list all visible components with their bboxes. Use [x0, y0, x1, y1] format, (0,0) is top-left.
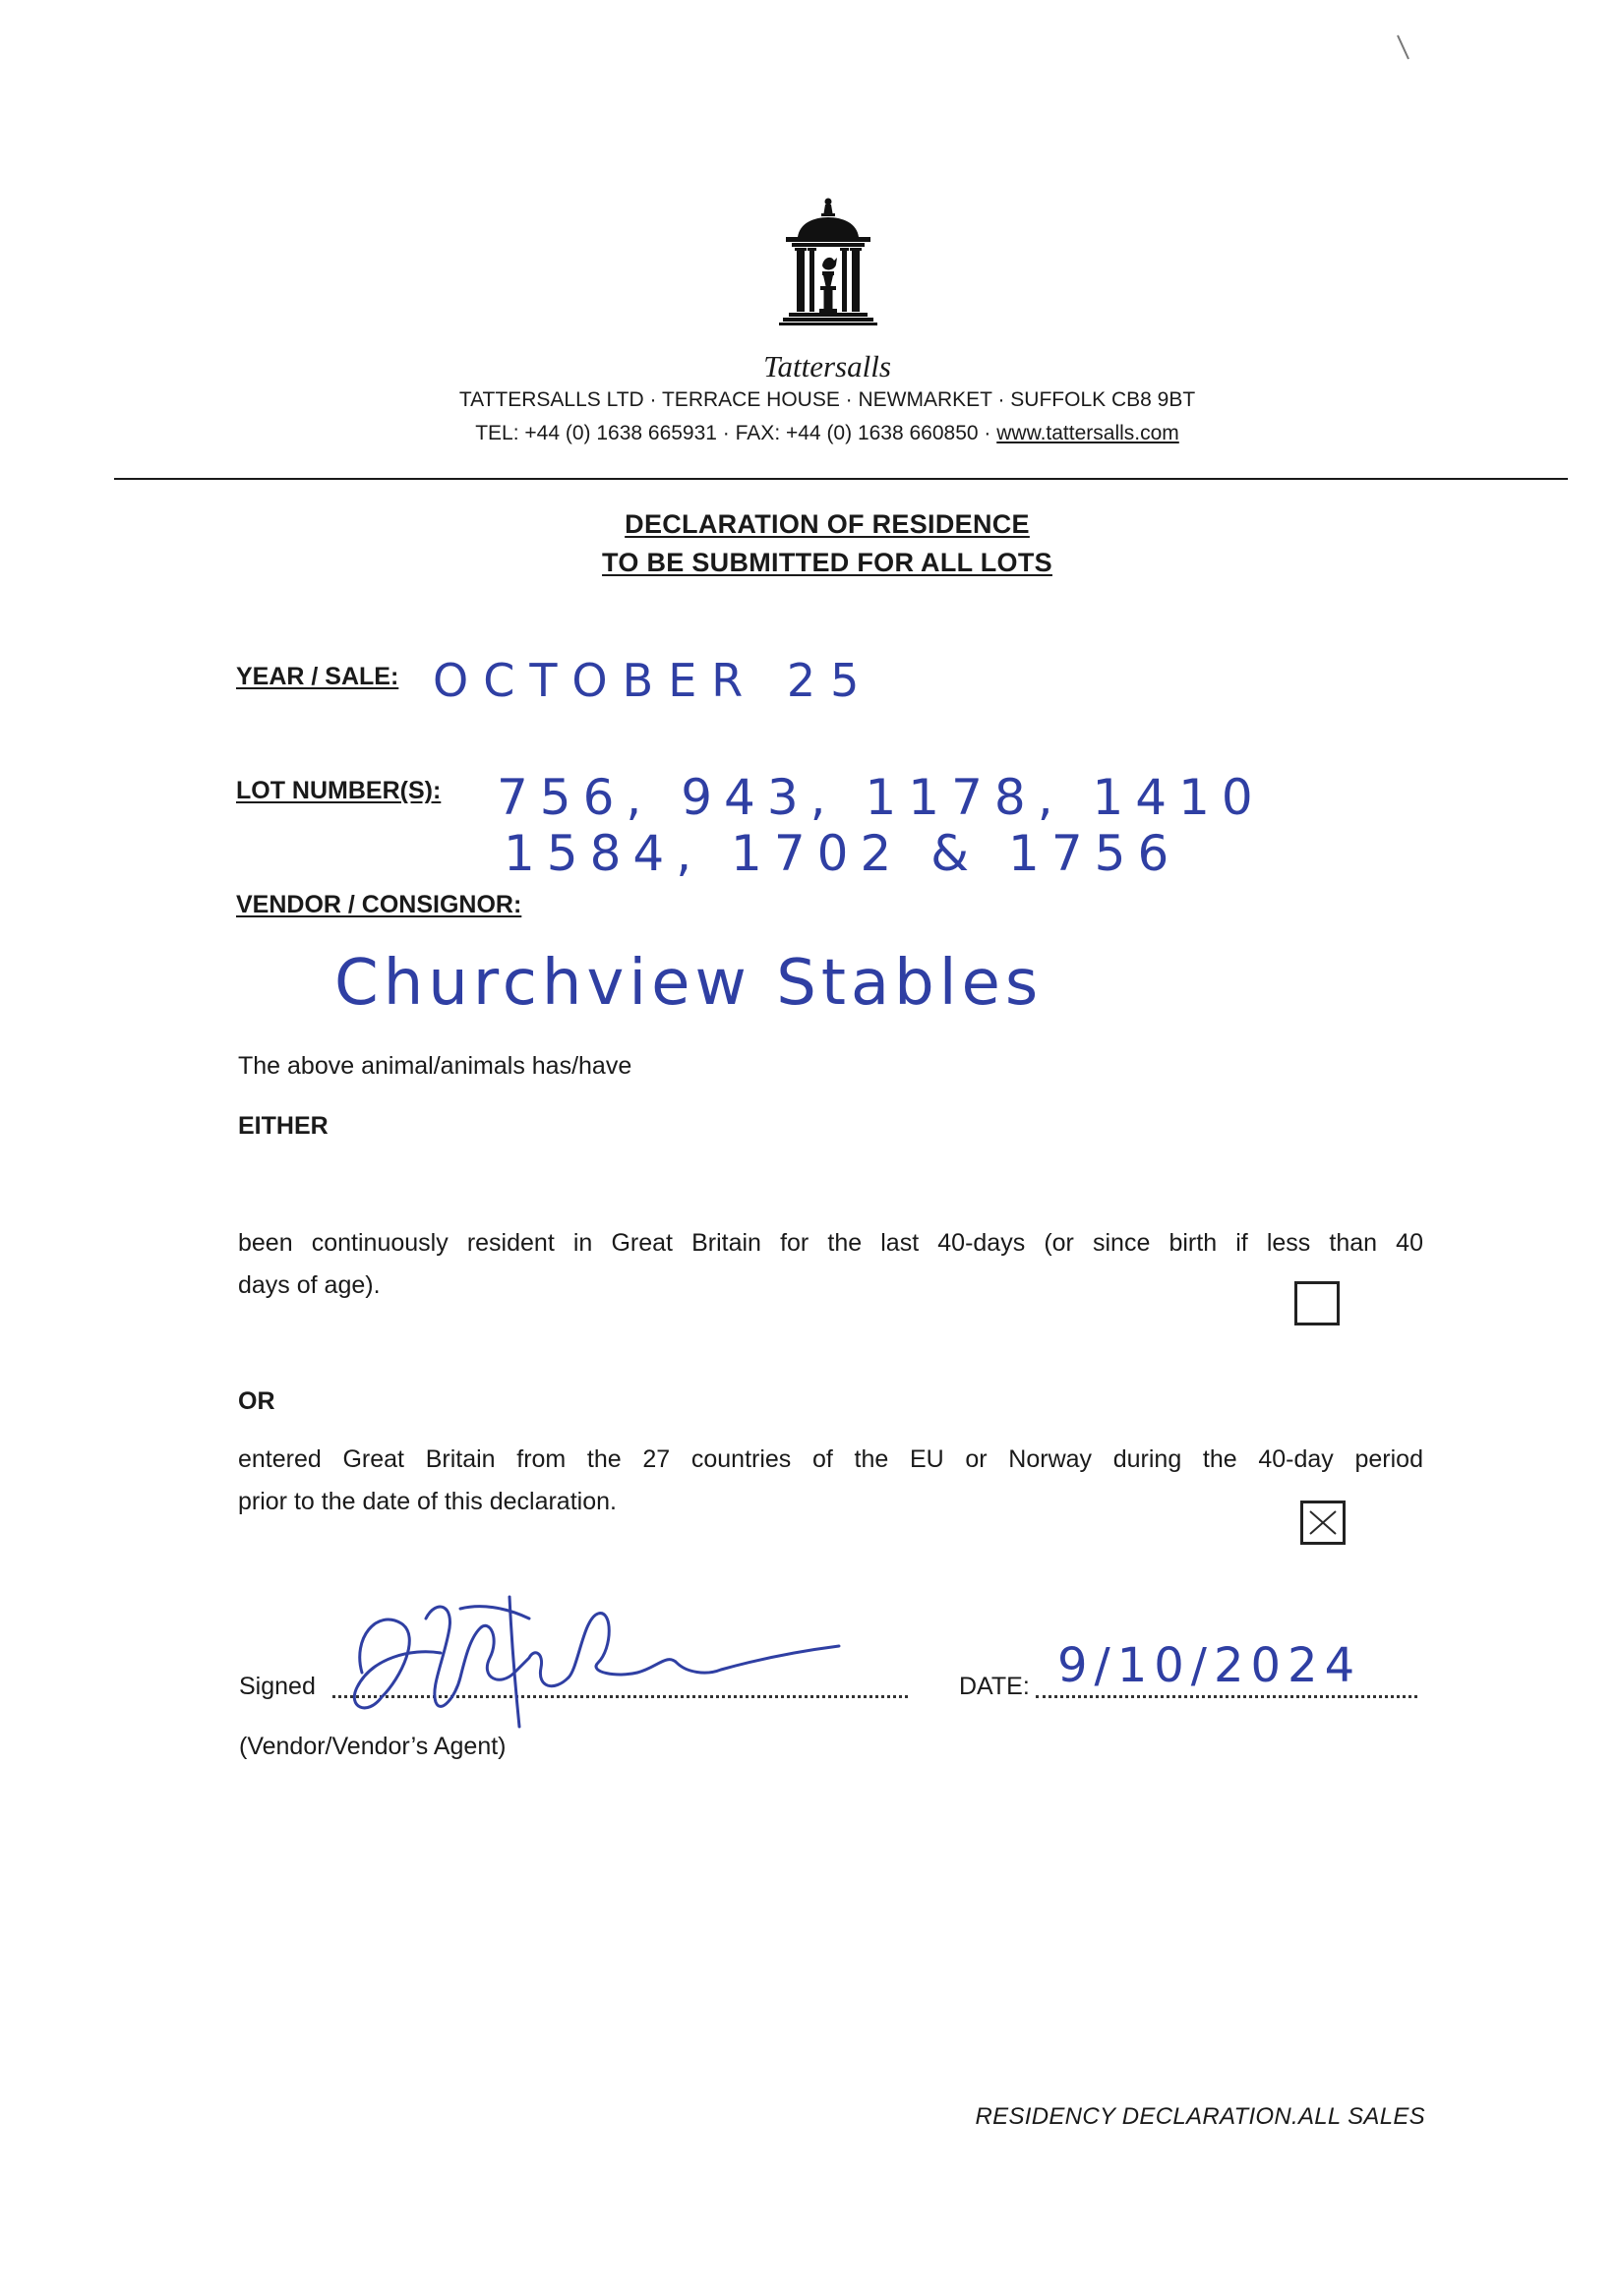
logo-wordmark: Tattersalls — [763, 349, 891, 383]
signed-label: Signed — [239, 1673, 316, 1700]
option-resident-line1: been continuously resident in Great Britain for the last 40-days (or since birth if less than 40 — [238, 1229, 1423, 1257]
intro-text: The above animal/animals has/have — [238, 1052, 632, 1080]
date-value: 9/10/2024 — [1057, 1638, 1362, 1693]
tattersalls-logo — [779, 197, 877, 339]
option-resident-line2: days of age). — [238, 1271, 381, 1299]
scan-mark — [1395, 33, 1414, 63]
lot-numbers-label: LOT NUMBER(S): — [236, 777, 442, 804]
header-divider — [114, 478, 1568, 480]
either-label: EITHER — [238, 1112, 329, 1140]
x-mark-icon — [1303, 1503, 1343, 1542]
signature-scribble — [332, 1579, 844, 1737]
vendor-label: VENDOR / CONSIGNOR: — [236, 891, 522, 918]
or-label: OR — [238, 1387, 275, 1415]
checkbox-resident[interactable] — [1294, 1281, 1340, 1325]
lot-numbers-value-line2: 1584, 1702 & 1756 — [504, 825, 1181, 882]
document-title: DECLARATION OF RESIDENCE — [625, 509, 1030, 539]
checkbox-entered[interactable] — [1300, 1501, 1346, 1545]
contact-line — [434, 420, 1221, 447]
company-address: TATTERSALLS LTD · TERRACE HOUSE · NEWMARKET · SUFFOLK CB8 9BT — [458, 388, 1196, 411]
date-label: DATE: — [959, 1673, 1030, 1700]
year-sale-label: YEAR / SALE: — [236, 663, 399, 690]
contact-details: TEL: +44 (0) 1638 665931 · FAX: +44 (0) 1638 660850 · — [475, 422, 997, 444]
option-entered-line1: entered Great Britain from the 27 countries of the EU or Norway during the 40-day period — [238, 1445, 1423, 1473]
signer-role: (Vendor/Vendor’s Agent) — [239, 1733, 507, 1760]
option-entered-line2: prior to the date of this declaration. — [238, 1488, 617, 1515]
footer-reference: RESIDENCY DECLARATION.ALL SALES — [975, 2103, 1425, 2130]
website-link: www.tattersalls.com — [996, 422, 1179, 444]
document-subtitle: TO BE SUBMITTED FOR ALL LOTS — [602, 548, 1052, 577]
year-sale-value: OCTOBER 25 — [433, 654, 874, 707]
vendor-value: Churchview Stables — [334, 947, 1044, 1020]
lot-numbers-value-line1: 756, 943, 1178, 1410 — [497, 769, 1265, 826]
